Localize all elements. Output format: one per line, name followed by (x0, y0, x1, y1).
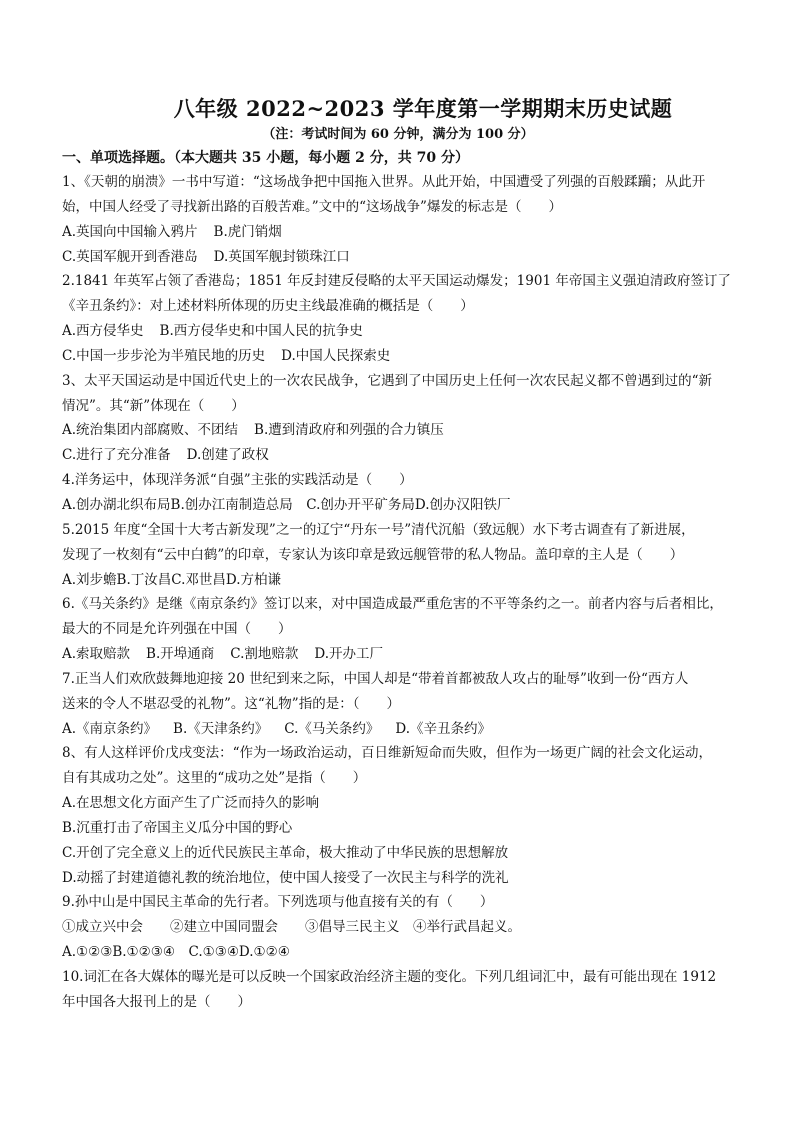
question-stem-line: 1、《天朝的崩溃》一书中写道：“这场战争把中国拖入世界。从此开始，中国遭受了列强的百般蹂躏；从此开 (62, 174, 706, 190)
option-row (62, 245, 734, 270)
question-5 (62, 518, 734, 593)
question-7 (62, 667, 734, 742)
question-stem-line: 7.正当人们欢欣鼓舞地迎接 20 世纪到来之际，中国人却是“带着首都被敌人攻占的耻辱”收到一份“西方人 (62, 670, 689, 687)
answer-option: B.遭到清政府和列强的合力镇压 (254, 422, 444, 439)
question-stem-line: 4.洋务运中，体现洋务派“自强”主张的实践活动是（ ） (62, 472, 413, 489)
answer-option: A.①②③B.①②③④ C.①③④D.①②④ (62, 944, 290, 961)
option-row (62, 220, 734, 245)
option-row (62, 816, 734, 841)
question-list (62, 170, 734, 1015)
answer-option: A.索取赔款 (62, 646, 131, 663)
question-stem-line: 3、太平天国运动是中国近代史上的一次农民战争，它遇到了中国历史上任何一次农民起义都不曾遇到过的“新 (62, 372, 712, 389)
question-stem-line: 情况”。其“新”体现在（ ） (62, 397, 245, 414)
option-row (62, 319, 734, 344)
answer-option: D.《辛丑条约》 (395, 720, 492, 737)
option-row (62, 418, 734, 443)
question-8 (62, 741, 734, 890)
question-stem-line: 《辛丑条约》：对上述材料所体现的历史主线最准确的概括是（ ） (62, 298, 474, 315)
answer-option: D.创建了政权 (186, 447, 269, 464)
question-10 (62, 965, 734, 1015)
answer-option: C.割地赔款 (230, 646, 299, 663)
option-row (62, 717, 734, 742)
option-row (62, 940, 734, 965)
option-row (62, 443, 734, 468)
answer-option: A.创办湖北织布局B.创办江南制造总局 C.创办开平矿务局D.创办汉阳铁厂 (62, 496, 511, 513)
answer-option: C.中国一步步沦为半殖民地的历史 (62, 347, 266, 364)
option-row (62, 841, 734, 866)
answer-option: B.《天津条约》 (173, 720, 269, 737)
option-row (62, 568, 734, 593)
option-row (62, 866, 734, 891)
answer-option: B.虎门销烟 (213, 223, 282, 240)
question-stem-line: 送来的令人不堪忍受的礼物”。这“礼物”指的是：（ ） (62, 695, 400, 712)
answer-option: C.《马关条约》 (284, 720, 380, 737)
question-stem-line: 2.1841 年英军占领了香港岛；1851 年反封建反侵略的太平天国运动爆发；1901 年帝国主义强迫清政府签订了 (62, 273, 731, 290)
answer-option: B.沉重打击了帝国主义瓜分中国的野心 (62, 819, 293, 836)
exam-note: （注：考试时间为 60 分钟，满分为 100 分） (262, 127, 534, 142)
answer-option: B.开埠通商 (146, 646, 215, 663)
answer-option: A.在思想文化方面产生了广泛而持久的影响 (62, 795, 320, 812)
option-row (62, 791, 734, 816)
exam-page (62, 94, 734, 1015)
question-stem-line: 5.2015 年度“全国十大考古新发现”之一的辽宁“丹东一号”清代沉船（致远舰）水下考古调查有了新进展， (62, 521, 695, 538)
section-heading: 一、单项选择题。（本大题共 35 小题，每小题 2 分，共 70 分） (62, 150, 469, 166)
exam-title: 八年级 2022~2023 学年度第一学期期末历史试题 (173, 96, 673, 121)
question-stem-line: 6.《马关条约》是继《南京条约》签订以来，对中国造成最严重危害的不平等条约之一。前者内容与后者相比， (62, 596, 723, 613)
answer-option: C.进行了充分准备 (62, 447, 171, 464)
question-stem-line: 10.词汇在各大媒体的曝光是可以反映一个国家政治经济主题的变化。下列几组词汇中，最有可能出现在 1912 (62, 969, 717, 985)
answer-option: A.《南京条约》 (62, 720, 158, 737)
answer-option: A.刘步蟾B.丁汝昌C.邓世昌D.方柏谦 (62, 571, 282, 588)
answer-option: D.开办工厂 (314, 646, 384, 663)
question-stem-line: 始，中国人经受了寻找新出路的百般苦难。”文中的“这场战争”爆发的标志是（ ） (62, 198, 562, 215)
question-stem-line: 自有其成功之处”。这里的“成功之处”是指（ ） (62, 770, 367, 787)
question-3 (62, 369, 734, 468)
answer-option: C.英国军舰开到香港岛 (62, 248, 198, 265)
answer-option: D.动摇了封建道德礼教的统治地位，使中国人接受了一次民主与科学的洗礼 (62, 869, 509, 886)
answer-option: B.西方侵华史和中国人民的抗争史 (159, 323, 363, 340)
answer-option: C.开创了完全意义上的近代民族民主革命，极大推动了中华民族的思想解放 (62, 844, 509, 861)
question-2 (62, 269, 734, 368)
option-row (62, 493, 734, 518)
answer-option: A.统治集团内部腐败、不团结 (62, 422, 239, 439)
answer-option: A.英国向中国输入鸦片 (62, 223, 198, 240)
answer-option: D.中国人民探索史 (281, 347, 391, 364)
question-4 (62, 468, 734, 518)
question-9 (62, 890, 734, 965)
answer-option: A.西方侵华史 (62, 323, 144, 340)
question-stem-line: 最大的不同是允许列强在中国（ ） (62, 621, 292, 638)
question-1 (62, 170, 734, 269)
question-6 (62, 592, 734, 667)
answer-option: D.英国军舰封锁珠江口 (213, 248, 350, 265)
option-row (62, 642, 734, 667)
question-stem-line: 年中国各大报刊上的是（ ） (62, 993, 251, 1010)
option-row (62, 344, 734, 369)
question-stem-line: 发现了一枚刻有“云中白鹤”的印章，专家认为该印章是致远舰管带的私人物品。盖印章的主人是（ ） (62, 546, 684, 563)
question-stem-line: ①成立兴中会 ②建立中国同盟会 ③倡导三民主义 ④举行武昌起义。 (62, 919, 521, 936)
question-stem-line: 9.孙中山是中国民主革命的先行者。下列选项与他直接有关的有（ ） (62, 894, 494, 911)
question-stem-line: 8、有人这样评价戊戌变法：“作为一场政治运动，百日维新短命而失败，但作为一场更广阔的社会文化运动， (62, 745, 712, 762)
